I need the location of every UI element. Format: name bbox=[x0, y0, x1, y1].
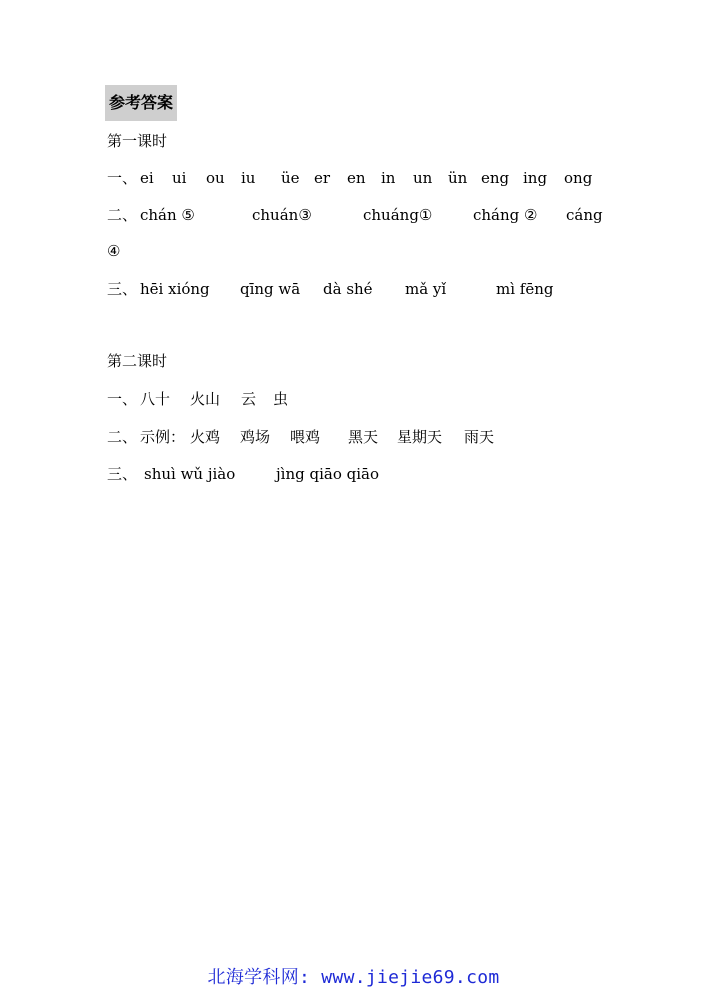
final-item: un bbox=[413, 169, 433, 187]
lesson2-q3 bbox=[107, 464, 627, 484]
lesson1-q3 bbox=[107, 279, 627, 299]
lesson1-q2-overflow: ④ bbox=[107, 242, 121, 260]
q1-prefix: 一、 bbox=[107, 390, 138, 408]
pinyin-answer: chuáng① bbox=[363, 206, 433, 224]
final-item: er bbox=[314, 169, 331, 187]
word-answer: 鸡场 bbox=[240, 428, 271, 446]
word-answer: 火鸡 bbox=[190, 428, 221, 446]
pinyin-answer: cáng bbox=[566, 206, 603, 224]
final-item: en bbox=[347, 169, 366, 187]
example-lead: 示例： bbox=[140, 428, 186, 446]
word-answer: 火山 bbox=[190, 390, 221, 408]
word-answer: 虫 bbox=[273, 390, 289, 408]
final-item: ui bbox=[172, 169, 187, 187]
lesson2-q2 bbox=[107, 427, 627, 447]
pinyin-answer: chuán③ bbox=[252, 206, 312, 224]
answer-key-heading: 参考答案 bbox=[105, 85, 177, 121]
final-item: in bbox=[381, 169, 396, 187]
lesson2-title: 第二课时 bbox=[107, 352, 168, 370]
final-item: ei bbox=[140, 169, 154, 187]
q3-prefix: 三、 bbox=[107, 280, 138, 298]
pinyin-phrase: shuì wǔ jiào bbox=[144, 465, 236, 483]
final-item: ou bbox=[206, 169, 225, 187]
pinyin-answer: chán ⑤ bbox=[140, 206, 195, 224]
pinyin-word: dà shé bbox=[323, 280, 373, 298]
final-item: ong bbox=[564, 169, 593, 187]
pinyin-answer: cháng ② bbox=[473, 206, 538, 224]
word-answer: 雨天 bbox=[464, 428, 495, 446]
lesson2-q1 bbox=[107, 389, 627, 409]
word-answer: 云 bbox=[241, 390, 257, 408]
word-answer: 黑天 bbox=[348, 428, 379, 446]
q3-prefix: 三、 bbox=[107, 465, 138, 483]
pinyin-word: hēi xióng bbox=[140, 280, 210, 298]
pinyin-word: mì fēng bbox=[496, 280, 554, 298]
final-item: ün bbox=[448, 169, 468, 187]
lesson1-q2 bbox=[107, 205, 627, 225]
q1-prefix: 一、 bbox=[107, 169, 138, 187]
footer-watermark: 北海学科网: www.jiejie69.com bbox=[207, 967, 500, 988]
final-item: ing bbox=[523, 169, 548, 187]
final-item: eng bbox=[481, 169, 510, 187]
pinyin-word: mǎ yǐ bbox=[405, 280, 447, 298]
final-item: üe bbox=[281, 169, 300, 187]
word-answer: 喂鸡 bbox=[290, 428, 321, 446]
word-answer: 星期天 bbox=[397, 428, 443, 446]
word-answer: 八十 bbox=[140, 390, 171, 408]
pinyin-phrase: jìng qiāo qiāo bbox=[276, 465, 379, 483]
final-item: iu bbox=[241, 169, 256, 187]
lesson1-title: 第一课时 bbox=[107, 132, 168, 150]
lesson1-q1 bbox=[107, 168, 627, 188]
q2-prefix: 二、 bbox=[107, 206, 138, 224]
pinyin-word: qīng wā bbox=[240, 280, 301, 298]
q2-prefix: 二、 bbox=[107, 428, 138, 446]
